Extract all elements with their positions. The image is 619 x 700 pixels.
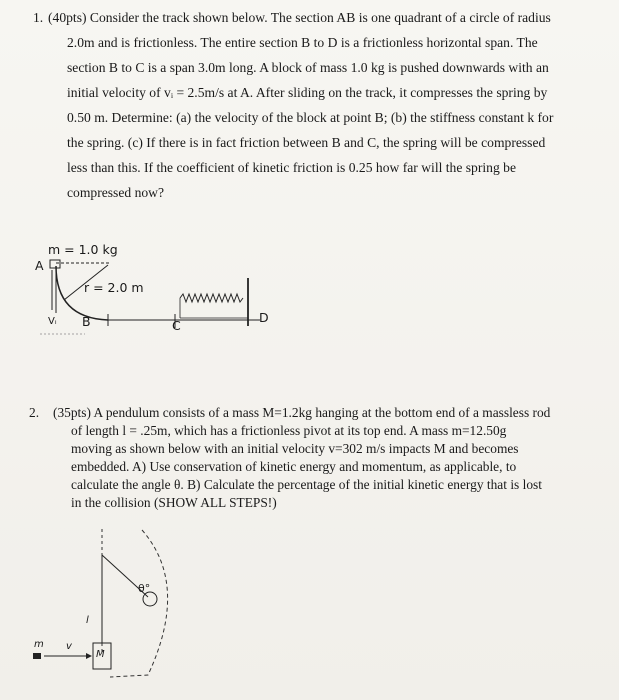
block-shape xyxy=(50,260,60,268)
point-b-label: B xyxy=(82,314,91,329)
point-a-label: A xyxy=(35,258,44,273)
problem-2-line-1: (35pts) A pendulum consists of a mass M=1.2kg hanging at the bottom end of a massless rod xyxy=(53,405,551,420)
problem-1-line-7: less than this. If the coefficient of kinetic friction is 0.25 how far will the spring be xyxy=(67,160,516,175)
problem-1-line-2: 2.0m and is frictionless. The entire section B to D is a frictionless horizontal span. The xyxy=(67,35,538,50)
problem-1-line-6: the spring. (c) If there is in fact friction between B and C, the spring will be compressed xyxy=(67,135,546,150)
problem-1-line-5: 0.50 m. Determine: (a) the velocity of the block at point B; (b) the stiffness constant k for xyxy=(67,110,554,125)
problem-1-line-3: section B to C is a span 3.0m long. A block of mass 1.0 kg is pushed downwards with an xyxy=(67,60,549,75)
problem-2-line-5: calculate the angle θ. B) Calculate the percentage of the initial kinetic energy that is lost xyxy=(71,477,542,492)
length-label: l xyxy=(86,615,89,626)
problem-1-number: 1. xyxy=(33,10,44,25)
mass-m xyxy=(33,653,41,659)
problem-2-number: 2. xyxy=(29,405,40,420)
pendulum-diagram xyxy=(30,525,210,695)
point-d-label: D xyxy=(259,310,269,325)
radius-label: r = 2.0 m xyxy=(84,280,144,295)
v-label: v xyxy=(66,641,72,652)
vi-label: Vᵢ xyxy=(48,316,57,327)
theta-label: θ° xyxy=(138,582,151,595)
mass-label: m = 1.0 kg xyxy=(48,242,118,257)
problem-2-line-4: embedded. A) Use conservation of kinetic energy and momentum, as applicable, to xyxy=(71,459,517,474)
M-label: M xyxy=(96,649,105,660)
m-label: m xyxy=(34,639,44,650)
problem-1-line-8: compressed now? xyxy=(67,185,165,200)
problem-1-line-1: (40pts) Consider the track shown below. The section AB is one quadrant of a circle of radius xyxy=(48,10,551,25)
point-c-label: C xyxy=(172,318,181,333)
problem-1-line-4: initial velocity of vᵢ = 2.5m/s at A. After sliding on the track, it compresses the spring by xyxy=(67,85,548,100)
track-figure xyxy=(30,238,280,348)
spring xyxy=(180,294,243,302)
problem-2-line-3: moving as shown below with an initial velocity v=302 m/s impacts M and becomes xyxy=(71,441,519,456)
problem-2-line-6: in the collision (SHOW ALL STEPS!) xyxy=(71,495,277,510)
pendulum-figure xyxy=(30,525,210,695)
swing-arc xyxy=(110,530,168,677)
problem-2-line-2: of length l = .25m, which has a frictionless pivot at its top end. A mass m=12.50g xyxy=(71,423,507,438)
